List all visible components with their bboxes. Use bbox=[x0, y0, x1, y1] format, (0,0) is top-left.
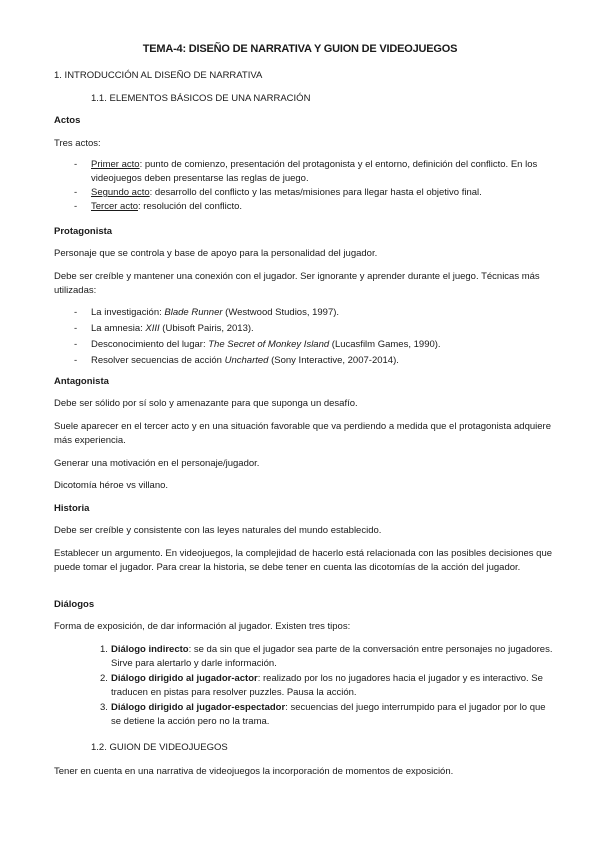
item-label: Segundo acto bbox=[91, 187, 150, 198]
list-item bbox=[54, 338, 554, 352]
actos-list bbox=[54, 158, 554, 214]
antagonista-p2: Suele aparecer en el tercer acto y en una situación favorable que va perdiendo a medida que el protagonista adquiere más experiencia. bbox=[54, 421, 551, 446]
item-text: Desconocimiento del lugar: bbox=[91, 339, 209, 350]
list-item bbox=[54, 158, 554, 186]
game-title: Blade Runner bbox=[164, 307, 223, 318]
item-label: Tercer acto bbox=[91, 201, 138, 212]
item-number: 2. bbox=[100, 673, 108, 684]
historia-p1: Debe ser creíble y consistente con las leyes naturales del mundo establecido. bbox=[54, 525, 382, 536]
list-item bbox=[54, 672, 554, 700]
bullet: - bbox=[74, 355, 78, 366]
section-heading-1: 1. INTRODUCCIÓN AL DISEÑO DE NARRATIVA bbox=[54, 70, 263, 81]
list-item bbox=[54, 322, 554, 336]
bullet: - bbox=[74, 201, 78, 212]
list-item bbox=[54, 701, 554, 729]
list-item bbox=[54, 200, 554, 214]
game-title: XIII bbox=[145, 323, 160, 334]
bullet: - bbox=[74, 323, 78, 334]
item-text: Resolver secuencias de acción bbox=[91, 355, 225, 366]
historia-p2: Establecer un argumento. En videojuegos, la complejidad de hacerlo está relacionada con las posibles decisiones que puede tomar el jugador. Para crear la historia, se debe tener en cuenta las dicotomías de la acción del jugador. bbox=[54, 548, 553, 573]
protagonista-p2: Debe ser creíble y mantener una conexión con el jugador. Ser ignorante y aprender durante el juego. Técnicas más utilizadas: bbox=[54, 271, 540, 296]
antagonista-p1: Debe ser sólido por sí solo y amenazante para que suponga un desafío. bbox=[54, 398, 358, 409]
antagonista-p4: Dicotomía héroe vs villano. bbox=[54, 480, 169, 491]
item-number: 1. bbox=[100, 644, 108, 655]
item-text: : punto de comienzo, presentación del protagonista y el entorno, definición del conflicto. En los videojuegos deben presentarse las reglas de juego. bbox=[91, 159, 538, 184]
list-item bbox=[54, 306, 554, 320]
item-text: (Ubisoft Pairis, 2013). bbox=[159, 323, 254, 334]
item-number: 3. bbox=[100, 702, 108, 713]
tecnicas-list bbox=[54, 306, 554, 368]
item-text: : secuencias del juego interrumpido para el jugador por lo que se detiene la acción pero no la trama. bbox=[111, 702, 546, 727]
item-text: La amnesia: bbox=[91, 323, 146, 334]
list-item bbox=[54, 643, 554, 671]
game-title: The Secret of Monkey Island bbox=[208, 339, 330, 350]
item-text: (Lucasfilm Games, 1990). bbox=[329, 339, 441, 350]
dialogos-intro: Forma de exposición, de dar información al jugador. Existen tres tipos: bbox=[54, 621, 351, 632]
heading-antagonista: Antagonista bbox=[54, 376, 109, 387]
bullet: - bbox=[74, 159, 78, 170]
protagonista-p1: Personaje que se controla y base de apoyo para la personalidad del jugador. bbox=[54, 248, 378, 259]
item-text: : resolución del conflicto. bbox=[138, 201, 243, 212]
item-label: Diálogo dirigido al jugador-actor bbox=[111, 673, 258, 684]
item-text: (Sony Interactive, 2007-2014). bbox=[268, 355, 399, 366]
item-text: : realizado por los no jugadores hacia el jugador y es interactivo. Se traducen en pistas para resolver puzzles. Pausa la acción. bbox=[111, 673, 543, 698]
heading-dialogos: Diálogos bbox=[54, 599, 95, 610]
bullet: - bbox=[74, 307, 78, 318]
item-text: (Westwood Studios, 1997). bbox=[222, 307, 340, 318]
list-item bbox=[54, 354, 554, 368]
antagonista-p3: Generar una motivación en el personaje/jugador. bbox=[54, 458, 260, 469]
item-text: La investigación: bbox=[91, 307, 165, 318]
item-label: Diálogo indirecto bbox=[111, 644, 189, 655]
item-text: : se da sin que el jugador sea parte de la conversación entre personajes no jugadores. Sirve para alertarlo y darle información. bbox=[111, 644, 553, 669]
heading-protagonista: Protagonista bbox=[54, 226, 113, 237]
dialogos-list bbox=[54, 643, 554, 729]
item-label: Diálogo dirigido al jugador-espectador bbox=[111, 702, 286, 713]
list-item bbox=[54, 186, 554, 200]
final-paragraph: Tener en cuenta en una narrativa de videojuegos la incorporación de momentos de exposición. bbox=[54, 766, 454, 777]
section-heading-1-1: 1.1. ELEMENTOS BÁSICOS DE UNA NARRACIÓN bbox=[91, 93, 311, 104]
item-text: : desarrollo del conflicto y las metas/misiones para llegar hasta el objetivo final. bbox=[149, 187, 482, 198]
section-heading-1-2: 1.2. GUION DE VIDEOJUEGOS bbox=[91, 742, 228, 753]
item-label: Primer acto bbox=[91, 159, 140, 170]
bullet: - bbox=[74, 339, 78, 350]
document-title: TEMA-4: DISEÑO DE NARRATIVA Y GUION DE VIDEOJUEGOS bbox=[142, 43, 458, 55]
heading-actos: Actos bbox=[54, 115, 81, 126]
game-title: Uncharted bbox=[224, 355, 269, 366]
bullet: - bbox=[74, 187, 78, 198]
actos-intro: Tres actos: bbox=[54, 138, 101, 149]
heading-historia: Historia bbox=[54, 503, 90, 514]
